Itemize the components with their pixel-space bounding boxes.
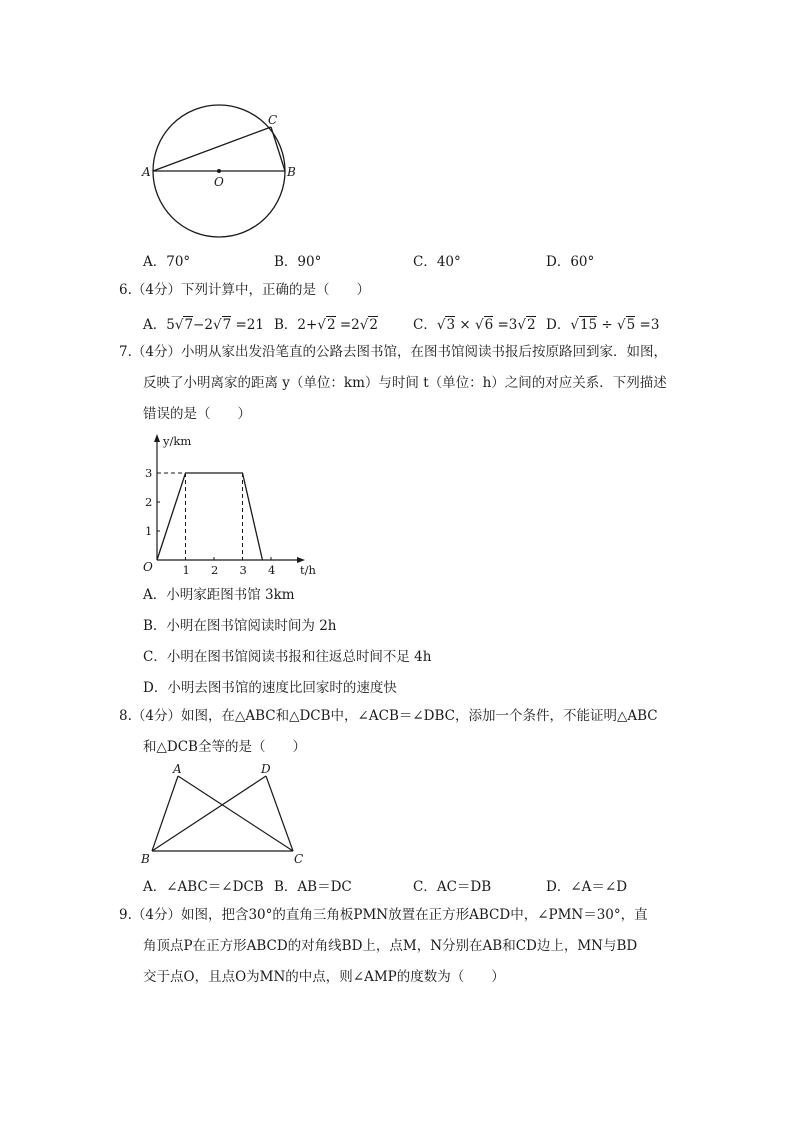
label-a: A [173, 762, 182, 776]
q6-d-rad1: 15 [579, 317, 598, 333]
q6-option-c[interactable]: C．√3 × √6 =3√2 [413, 317, 536, 333]
q6-b-rad1: 2 [326, 317, 336, 333]
q6-c-mid: × [455, 317, 475, 333]
y-axis-arrow [154, 434, 160, 442]
q7-stem-line3: 错误的是（ ） [143, 406, 251, 422]
q6-d-letter: D． [546, 317, 571, 333]
q6-b-mid: =2 [335, 317, 360, 333]
q5-option-d[interactable]: D．60° [546, 254, 595, 270]
q6-a-rad2: 7 [222, 317, 232, 333]
q5-option-c[interactable]: C．40° [413, 254, 461, 270]
q6-a-post: =21 [231, 317, 264, 333]
q6-option-d[interactable]: D．√15 ÷ √5 =3 [546, 317, 660, 333]
q8-option-b[interactable]: B．AB＝DC [274, 879, 352, 895]
label-d: D [261, 762, 271, 776]
q7-option-d[interactable]: D．小明去图书馆的速度比回家时的速度快 [143, 680, 397, 696]
q6-b-pre: 2+ [297, 317, 318, 333]
q9-stem-line3: 交于点O，且点O为MN的中点，则∠AMP的度数为（ ） [143, 969, 505, 985]
q6-c-rad1: 3 [446, 317, 456, 333]
segment-ab [152, 776, 178, 851]
q5-option-b[interactable]: B．90° [274, 254, 322, 270]
x-tick-label: 1 [182, 563, 190, 577]
q6-c-rad3: 2 [526, 317, 536, 333]
q7-option-b[interactable]: B．小明在图书馆阅读时间为 2h [143, 618, 337, 634]
q6-c-post: =3 [493, 317, 518, 333]
q6-d-rad2: 5 [626, 317, 636, 333]
label-b: B [287, 165, 296, 179]
q6-option-a[interactable]: A．5√7−2√7 =21 [143, 317, 264, 333]
x-tick-label: 3 [239, 563, 247, 577]
q8-option-a[interactable]: A．∠ABC＝∠DCB [143, 879, 264, 895]
q6-a-mid: −2 [193, 317, 213, 333]
y-tick-label: 2 [145, 495, 153, 509]
q8-option-d[interactable]: D．∠A＝∠D [546, 879, 628, 895]
q5-option-a[interactable]: A．70° [143, 254, 191, 270]
q7-option-a[interactable]: A．小明家距图书馆 3km [143, 587, 295, 603]
triangles-figure [135, 762, 320, 872]
label-c: C [294, 852, 304, 866]
x-axis-label: t/h [300, 563, 316, 577]
q6-c-letter: C． [413, 317, 437, 333]
q6-a-rad1: 7 [184, 317, 194, 333]
q7-stem-line2: 反映了小明离家的距离 y（单位：km）与时间 t（单位：h）之间的对应关系．下列描述 [143, 375, 667, 391]
segment-dc [266, 776, 293, 851]
q8-stem-line2: 和△DCB全等的是（ ） [143, 739, 306, 755]
y-axis-label: y/km [163, 434, 192, 448]
origin-label: O [143, 560, 153, 574]
segment-ac [178, 776, 293, 851]
label-a: A [142, 165, 151, 179]
center-point [217, 169, 221, 173]
q6-d-mid: ÷ [597, 317, 618, 333]
q6-b-letter: B． [274, 317, 298, 333]
distance-time-graph [140, 430, 330, 580]
q8-option-c[interactable]: C．AC＝DB [413, 879, 492, 895]
label-b: B [141, 852, 150, 866]
distance-line [157, 473, 262, 560]
label-c: C [268, 113, 278, 127]
q9-stem-line2: 角顶点P在正方形ABCD的对角线BD上，点M，N分别在AB和CD边上，MN与BD [143, 938, 638, 954]
chord-cb [271, 127, 285, 171]
q9-stem-line1: 9.（4分）如图，把含30°的直角三角板PMN放置在正方形ABCD中，∠PMN＝30°，直 [119, 907, 648, 923]
q7-option-c[interactable]: C．小明在图书馆阅读书报和往返总时间不足 4h [143, 649, 432, 665]
q6-a-pre: 5 [166, 317, 175, 333]
q6-a-letter: A． [143, 317, 167, 333]
q6-c-rad2: 6 [484, 317, 494, 333]
y-tick-label: 3 [145, 466, 153, 480]
q8-stem-line1: 8.（4分）如图，在△ABC和△DCB中，∠ACB＝∠DBC，添加一个条件，不能证明△ABC [119, 708, 658, 724]
q6-stem: 6.（4分）下列计算中，正确的是（ ） [119, 282, 370, 298]
segment-db [152, 776, 266, 851]
y-tick-label: 1 [145, 524, 153, 538]
q6-b-rad2: 2 [369, 317, 378, 333]
chord-ac [153, 127, 271, 171]
x-tick-label: 2 [211, 563, 219, 577]
q6-d-post: =3 [635, 317, 660, 333]
label-o: O [214, 175, 224, 189]
q6-option-b[interactable]: B．2+√2 =2√2 [274, 317, 378, 333]
q7-stem-line1: 7.（4分）小明从家出发沿笔直的公路去图书馆，在图书馆阅读书报后按原路回到家．如图， [119, 344, 667, 360]
x-tick-label: 4 [268, 563, 276, 577]
circle-figure [130, 100, 310, 240]
